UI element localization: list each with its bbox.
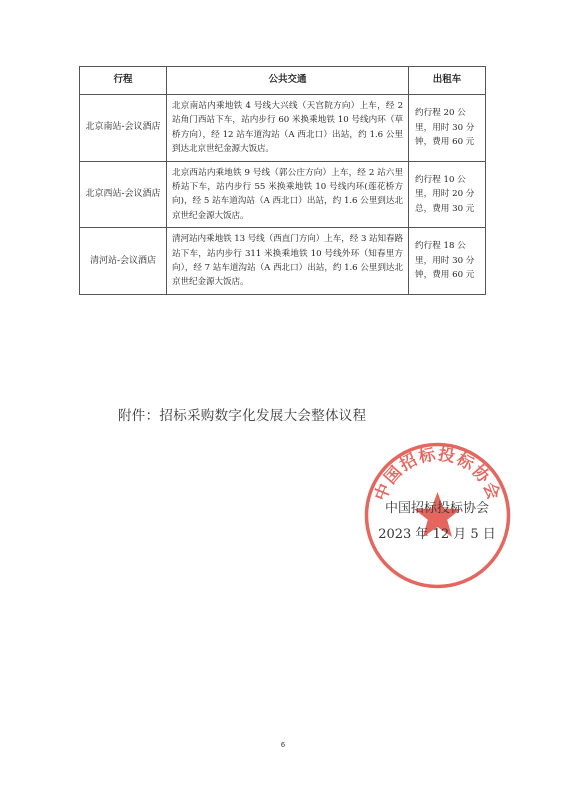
public-transit-cell: 北京南站内乘地铁 4 号线大兴线（天宫院方向）上车，经 2 站角门西站下车，站内步行 60 米换乘地铁 10 号线内环（草桥方向），经 12 站车道沟站（A 西北口）出站，约 1.6 公里到达北京世纪金源大饭店。	[167, 95, 409, 162]
trip-cell: 北京西站-会议酒店	[80, 161, 167, 228]
taxi-cell: 约行程 20 公里，用时 30 分钟，费用 60 元	[409, 95, 486, 162]
table-row	[80, 95, 486, 162]
public-transit-cell: 清河站内乘地铁 13 号线（西直门方向）上车，经 3 站知春路站下车，站内步行 311 米换乘地铁 10 号线外环（知春里方向），经 7 站车道沟站（A 西北口）出站，约 1.6 公里到达北京世纪金源大饭店。	[167, 228, 409, 295]
table-row	[80, 161, 486, 228]
attachment-note: 附件：招标采购数字化发展大会整体议程	[118, 408, 367, 424]
page-number: 6	[280, 741, 286, 749]
trip-cell: 北京南站-会议酒店	[80, 95, 167, 162]
public-transit-cell: 北京西站内乘地铁 9 号线（郭公庄方向）上车，经 2 站六里桥站下车，站内步行 55 米换乘地铁 10 号线内环(莲花桥方向)，经 5 站车道沟站（A 西北口）出站，约 1.6 公里到达北京世纪金源大饭店。	[167, 161, 409, 228]
taxi-cell: 约行程 10 公里，用时 20 分总，费用 30 元	[409, 161, 486, 228]
taxi-cell: 约行程 18 公里，用时 30 分钟，费用 60 元	[409, 228, 486, 295]
trip-cell: 清河站-会议酒店	[80, 228, 167, 295]
issuer-name: 中国招标投标协会	[384, 501, 489, 516]
header-public-transit: 公共交通	[167, 67, 409, 95]
header-taxi: 出租车	[409, 67, 486, 95]
route-table	[79, 66, 486, 295]
seal-text: 中国招标投标协会	[370, 444, 505, 504]
table-header-row	[80, 67, 486, 95]
header-trip: 行程	[80, 67, 167, 95]
issue-date: 2023 年 12 月 5 日	[378, 527, 496, 542]
table-row	[80, 228, 486, 295]
